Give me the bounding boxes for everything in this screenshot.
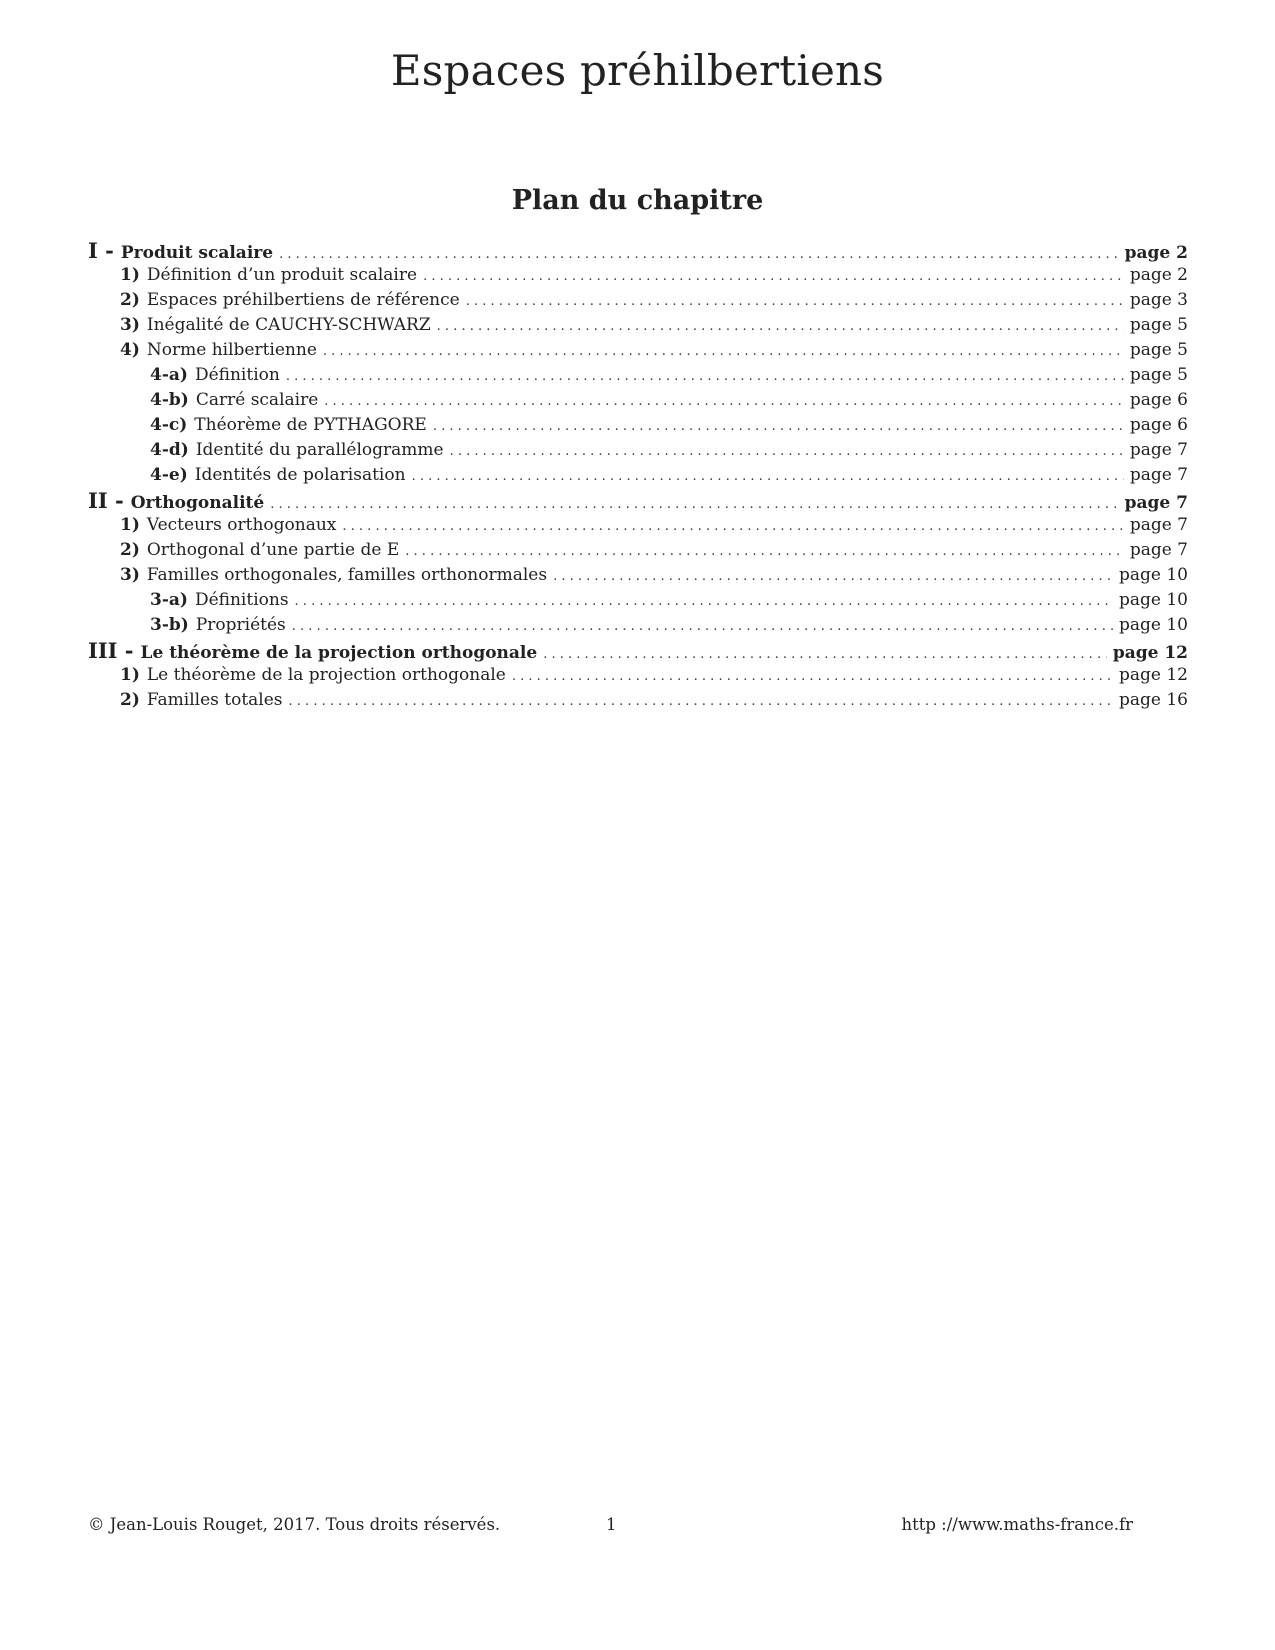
toc-entry-page: page 5 [1129,365,1188,385]
toc-entry-page: page 16 [1119,690,1188,710]
toc-entry-label: Définition d’un produit scalaire [146,265,418,285]
toc-entry-label: Familles orthogonales, familles orthonormales [146,565,548,585]
toc-entry-label: Carré scalaire [195,390,319,410]
toc-entry-number: I - [88,238,114,263]
dot-leader [323,339,1124,364]
toc-entry-1-3[interactable] [88,313,1188,338]
toc-entry-page: page 5 [1129,315,1188,335]
toc-entry-label: Identités de polarisation [194,465,406,485]
dot-leader [553,564,1113,589]
toc-entry-label: Théorème de PYTHAGORE [194,415,427,435]
toc-entry-1-2[interactable] [88,288,1188,313]
dot-leader [342,514,1123,539]
toc-entry-number: 4-e) [150,465,188,485]
toc-entry-number: II - [88,488,124,513]
toc-entry-page: page 6 [1129,415,1188,435]
toc-entry-number: 1) [120,665,140,685]
toc-entry-label: Définition [194,365,280,385]
copyright-notice: © Jean-Louis Rouget, 2017. Tous droits réservés. [88,1515,501,1534]
dot-leader [412,464,1124,489]
toc-entry-section-2[interactable] [88,488,1188,513]
toc-entry-number: 3) [120,315,140,335]
toc-entry-1-4-d[interactable] [88,438,1188,463]
toc-entry-2-3-b[interactable] [88,613,1188,638]
toc-entry-page: page 7 [1129,540,1188,560]
toc-entry-2-3[interactable] [88,563,1188,588]
toc-entry-number: III - [88,638,134,663]
toc-entry-label: Définitions [194,590,289,610]
toc-entry-1-4[interactable] [88,338,1188,363]
dot-leader [512,664,1113,689]
toc-entry-section-3[interactable] [88,638,1188,663]
toc-entry-1-4-b[interactable] [88,388,1188,413]
toc-entry-3-1[interactable] [88,663,1188,688]
toc-entry-page: page 7 [1129,440,1188,460]
page-number: 1 [606,1515,617,1534]
toc-entry-label: Le théorème de la projection orthogonale [146,665,506,685]
toc-entry-number: 1) [120,265,140,285]
table-of-contents [88,238,1188,713]
toc-entry-label: Identité du parallélogramme [195,440,444,460]
dot-leader [292,614,1113,639]
toc-entry-label: Norme hilbertienne [146,340,317,360]
toc-entry-number: 2) [120,290,140,310]
dot-leader [324,389,1124,414]
plan-title: Plan du chapitre [511,185,764,216]
dot-leader [286,364,1124,389]
toc-entry-number: 4-d) [150,440,189,460]
dot-leader [450,439,1124,464]
toc-entry-label: Familles totales [146,690,283,710]
toc-entry-section-1[interactable] [88,238,1188,263]
toc-entry-number: 3) [120,565,140,585]
dot-leader [433,414,1124,439]
dot-leader [289,689,1113,714]
dot-leader [295,589,1113,614]
toc-entry-page: page 10 [1119,615,1188,635]
toc-entry-page: page 2 [1124,243,1188,263]
dot-leader [405,539,1124,564]
toc-entry-page: page 5 [1129,340,1188,360]
toc-entry-number: 4-c) [150,415,188,435]
website-link[interactable]: http ://www.maths-france.fr [901,1515,1133,1534]
toc-entry-number: 4-b) [150,390,189,410]
toc-entry-page: page 10 [1119,565,1188,585]
toc-entry-1-4-e[interactable] [88,463,1188,488]
dot-leader [437,314,1124,339]
toc-entry-2-3-a[interactable] [88,588,1188,613]
toc-entry-number: 3-b) [150,615,189,635]
toc-entry-number: 4) [120,340,140,360]
toc-entry-page: page 7 [1124,493,1188,513]
toc-entry-3-2[interactable] [88,688,1188,713]
toc-entry-page: page 6 [1129,390,1188,410]
toc-entry-page: page 2 [1129,265,1188,285]
toc-entry-1-4-a[interactable] [88,363,1188,388]
toc-entry-page: page 7 [1129,465,1188,485]
toc-entry-label: Propriétés [195,615,286,635]
toc-entry-2-1[interactable] [88,513,1188,538]
toc-entry-page: page 12 [1119,665,1188,685]
dot-leader [466,289,1124,314]
toc-entry-label: Orthogonalité [130,493,265,513]
toc-entry-number: 1) [120,515,140,535]
toc-entry-number: 2) [120,540,140,560]
toc-entry-1-1[interactable] [88,263,1188,288]
toc-entry-number: 3-a) [150,590,188,610]
toc-entry-label: Espaces préhilbertiens de référence [146,290,460,310]
toc-entry-page: page 7 [1129,515,1188,535]
dot-leader [423,264,1124,289]
toc-entry-1-4-c[interactable] [88,413,1188,438]
toc-entry-number: 2) [120,690,140,710]
document-title: Espaces préhilbertiens [390,46,885,95]
toc-entry-2-2[interactable] [88,538,1188,563]
page-footer [88,1515,1133,1539]
toc-entry-label: Orthogonal d’une partie de E [146,540,400,560]
toc-entry-label: Vecteurs orthogonaux [146,515,337,535]
toc-entry-label: Produit scalaire [120,243,274,263]
toc-entry-page: page 3 [1129,290,1188,310]
toc-entry-number: 4-a) [150,365,188,385]
toc-entry-label: Le théorème de la projection orthogonale [140,643,538,663]
toc-entry-label: Inégalité de CAUCHY-SCHWARZ [146,315,431,335]
toc-entry-page: page 12 [1112,643,1188,663]
toc-entry-page: page 10 [1119,590,1188,610]
